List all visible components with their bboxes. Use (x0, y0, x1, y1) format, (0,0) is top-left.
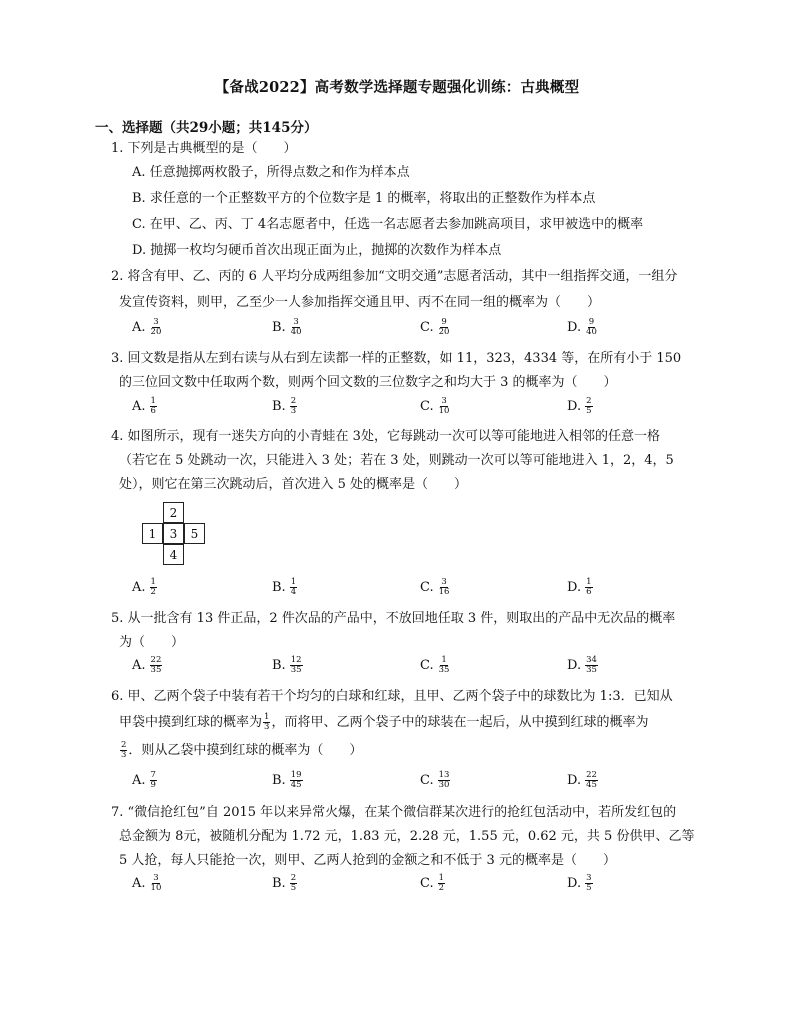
fraction-numerator: 1 (586, 577, 592, 587)
option-fraction (438, 771, 451, 790)
fraction-denominator: 3 (121, 750, 127, 760)
option-label: C. (420, 580, 434, 595)
q6-line1: 6. 甲、乙两个袋子中装有若干个均匀的白球和红球，且甲、乙两个袋子中的球数比为 1:3．已知从 (111, 689, 673, 704)
option-label: B. (272, 580, 286, 595)
option-label: D. (567, 399, 582, 414)
document-title: 【备战2022】高考数学选择题专题强化训练：古典概型 (214, 79, 580, 96)
q7-option-a (132, 874, 163, 893)
q2-line2: 发宣传资料，则甲，乙至少一人参加指挥交通且甲、丙不在同一组的概率为（ ） (119, 295, 601, 310)
option-fraction (290, 771, 303, 790)
fraction-denominator: 5 (586, 883, 592, 893)
option-label: C. (420, 876, 434, 891)
fraction-denominator: 35 (150, 665, 162, 675)
fraction-denominator: 2 (150, 587, 156, 597)
fraction-denominator: 20 (438, 327, 450, 337)
q4-option-d (567, 578, 594, 597)
option-label: A. (132, 580, 146, 595)
q3-line2: 的三位回文数中任取两个数，则两个回文数的三位数字之和均大于 3 的概率为（ ） (119, 375, 617, 390)
q6-line2-text-b: ，而将甲、乙两个袋子中的球装在一起后，从中摸到红球的概率为 (271, 715, 649, 730)
q5-line1: 5. 从一批含有 13 件正品，2 件次品的产品中，不放回地任取 3 件，则取出的产品中无次品的概率 (111, 611, 676, 626)
option-label: A. (132, 773, 146, 788)
q1-stem: 1. 下列是古典概型的是（ ） (111, 141, 297, 156)
fraction-denominator: 40 (586, 327, 597, 337)
fraction-numerator: 1 (290, 577, 297, 587)
fraction-denominator: 10 (438, 406, 450, 416)
q2-line1: 2. 将含有甲、乙、丙的 6 人平均分成两组参加“文明交通”志愿者活动，其中一组指挥交通，一组分 (111, 269, 678, 284)
q3-option-b (272, 397, 298, 416)
fraction-numerator: 1 (438, 873, 445, 883)
fraction-numerator: 3 (441, 396, 447, 406)
q1-option-b: B. 求任意的一个正整数平方的个位数字是 1 的概率，将取出的正整数作为样本点 (132, 191, 596, 206)
q7-line1: 7. “微信抢红包”自 2015 年以来异常火爆，在某个微信群某次进行的抢红包活动中，若所发红包的 (111, 805, 677, 820)
fraction-denominator: 40 (290, 327, 302, 337)
option-label: D. (567, 773, 582, 788)
fraction-denominator: 5 (586, 406, 592, 416)
q1-option-a: A. 任意抛掷两枚骰子，所得点数之和作为样本点 (132, 165, 410, 180)
option-fraction (438, 578, 451, 597)
fraction-numerator: 2 (586, 396, 592, 406)
q6-option-c (420, 771, 451, 790)
option-label: D. (567, 580, 582, 595)
q1-option-d: D. 抛掷一枚均匀硬币首次出现正面为止，抛掷的次数作为样本点 (132, 243, 502, 258)
option-fraction (290, 318, 303, 337)
fraction-denominator: 35 (586, 665, 597, 675)
option-fraction (150, 771, 157, 790)
q4-line3: 处），则它在第三次跳动后，首次进入 5 处的概率是（ ） (119, 477, 468, 492)
fraction-denominator: 35 (438, 665, 450, 675)
q3-option-d (567, 397, 594, 416)
q5-line2: 为（ ） (119, 635, 185, 650)
q7-option-b (272, 874, 298, 893)
option-fraction (150, 318, 163, 337)
fraction-denominator: 5 (290, 883, 297, 893)
q5-option-a (132, 656, 163, 675)
q7-option-c (420, 874, 446, 893)
fraction-numerator: 34 (586, 655, 597, 665)
fraction-numerator: 22 (150, 655, 162, 665)
option-fraction (438, 397, 451, 416)
q7-option-d (567, 874, 594, 893)
fraction-denominator: 6 (150, 406, 156, 416)
q4-option-b (272, 578, 298, 597)
option-fraction (585, 397, 592, 416)
q2-option-c (420, 318, 451, 337)
option-label: D. (567, 320, 582, 335)
q6-line2-text-a: 甲袋中摸到红球的概率为 (119, 715, 263, 730)
q3-option-c (420, 397, 451, 416)
option-fraction (438, 318, 451, 337)
grid-cell-2: 2 (163, 502, 184, 523)
option-fraction (290, 578, 297, 597)
fraction-numerator: 9 (441, 317, 447, 327)
option-label: A. (132, 320, 146, 335)
q7-line3: 5 人抢，每人只能抢一次，则甲、乙两人抢到的金额之和不低于 3 元的概率是（ ） (119, 853, 616, 868)
option-label: B. (272, 658, 286, 673)
option-fraction (585, 578, 592, 597)
grid-cell-1: 1 (142, 523, 163, 544)
option-fraction (438, 874, 445, 893)
fraction-numerator: 1 (264, 712, 270, 722)
option-fraction (585, 318, 598, 337)
fraction-denominator: 3 (264, 722, 270, 732)
option-fraction (150, 578, 157, 597)
option-label: C. (420, 658, 434, 673)
option-fraction (150, 656, 163, 675)
fraction-numerator: 2 (290, 873, 297, 883)
q6-fraction-1-3 (263, 713, 270, 732)
frog-grid-figure (141, 502, 209, 568)
fraction-denominator: 3 (290, 406, 297, 416)
fraction-numerator: 1 (150, 577, 156, 587)
grid-cell-4: 4 (163, 544, 184, 565)
q4-option-a (132, 578, 158, 597)
fraction-denominator: 9 (150, 780, 156, 790)
option-fraction (150, 397, 157, 416)
fraction-numerator: 22 (586, 770, 597, 780)
option-fraction (290, 397, 297, 416)
fraction-denominator: 45 (290, 780, 302, 790)
q6-fraction-2-3 (120, 741, 127, 760)
fraction-numerator: 3 (441, 577, 447, 587)
section-heading: 一、选择题（共29小题；共145分） (95, 120, 318, 136)
fraction-numerator: 3 (586, 873, 592, 883)
fraction-denominator: 45 (586, 780, 597, 790)
fraction-numerator: 1 (150, 396, 156, 406)
q6-option-b (272, 771, 304, 790)
q6-option-a (132, 771, 158, 790)
grid-cell-3: 3 (163, 523, 184, 544)
fraction-numerator: 2 (121, 740, 127, 750)
fraction-denominator: 10 (150, 883, 162, 893)
fraction-numerator: 3 (153, 317, 159, 327)
option-fraction (290, 874, 297, 893)
q4-option-c (420, 578, 451, 597)
fraction-denominator: 35 (290, 665, 302, 675)
fraction-numerator: 13 (438, 770, 450, 780)
fraction-numerator: 1 (441, 655, 447, 665)
grid-cell-5: 5 (184, 523, 205, 544)
fraction-numerator: 9 (588, 317, 595, 327)
option-label: D. (567, 876, 582, 891)
q2-option-d (567, 318, 599, 337)
option-label: B. (272, 399, 286, 414)
option-label: A. (132, 658, 146, 673)
q3-option-a (132, 397, 158, 416)
q6-option-d (567, 771, 599, 790)
option-fraction (290, 656, 303, 675)
option-label: A. (132, 399, 146, 414)
q3-line1: 3. 回文数是指从左到右读与从右到左读都一样的正整数，如 11，323，4334 等，在所有小于 150 (111, 351, 682, 366)
fraction-numerator: 19 (290, 770, 302, 780)
option-fraction (585, 771, 598, 790)
fraction-denominator: 6 (586, 587, 592, 597)
q4-line2: （若它在 5 处跳动一次，只能进入 3 处；若在 3 处，则跳动一次可以等可能地进入 1，2，4，5 (119, 453, 674, 468)
option-label: C. (420, 320, 434, 335)
q4-line1: 4. 如图所示，现有一迷失方向的小青蛙在 3处，它每跳动一次可以等可能地进入相邻的任意一格 (111, 429, 660, 444)
fraction-numerator: 7 (150, 770, 156, 780)
option-label: B. (272, 320, 286, 335)
option-label: D. (567, 658, 582, 673)
q2-option-b (272, 318, 304, 337)
q5-option-c (420, 656, 451, 675)
option-label: B. (272, 876, 286, 891)
q6-line3 (119, 741, 362, 760)
fraction-denominator: 4 (290, 587, 297, 597)
fraction-denominator: 30 (438, 780, 450, 790)
fraction-denominator: 20 (150, 327, 162, 337)
option-fraction (585, 874, 592, 893)
q5-option-d (567, 656, 599, 675)
q7-line2: 总金额为 8元，被随机分配为 1.72 元，1.83 元，2.28 元，1.55 元，0.62 元，共 5 份供甲、乙等 (119, 829, 695, 844)
q6-line2 (119, 713, 648, 732)
q2-option-a (132, 318, 163, 337)
fraction-denominator: 2 (438, 883, 445, 893)
fraction-numerator: 12 (290, 655, 302, 665)
fraction-numerator: 3 (293, 317, 299, 327)
q6-line3-text: ．则从乙袋中摸到红球的概率为（ ） (128, 743, 363, 758)
option-label: C. (420, 399, 434, 414)
q1-option-c: C. 在甲、乙、丙、丁 4名志愿者中，任选一名志愿者去参加跳高项目，求甲被选中的概率 (132, 217, 644, 232)
fraction-denominator: 16 (438, 587, 450, 597)
option-fraction (585, 656, 598, 675)
option-fraction (438, 656, 451, 675)
fraction-numerator: 3 (153, 873, 159, 883)
option-fraction (150, 874, 163, 893)
option-label: C. (420, 773, 434, 788)
fraction-numerator: 2 (290, 396, 297, 406)
q5-option-b (272, 656, 304, 675)
option-label: A. (132, 876, 146, 891)
option-label: B. (272, 773, 286, 788)
